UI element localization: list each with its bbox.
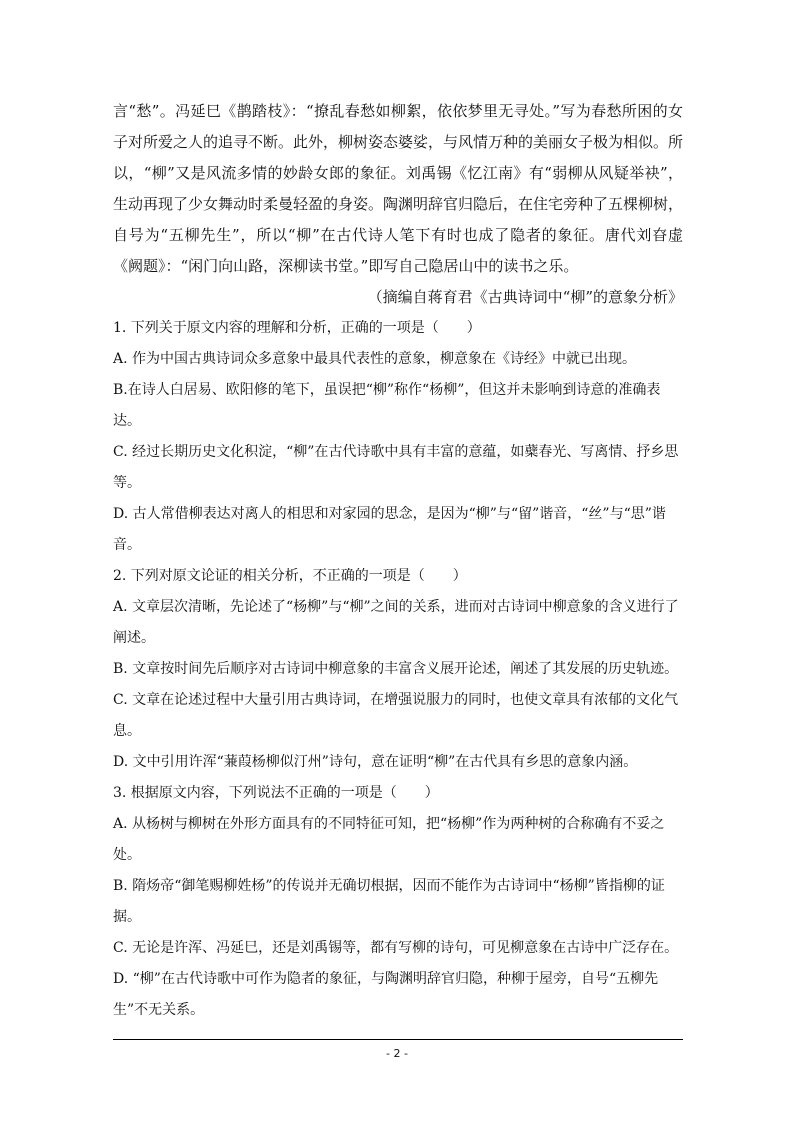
- question-stem: 2. 下列对原文论证的相关分析，不正确的一项是（ ）: [113, 568, 467, 584]
- footer-rule: [113, 1039, 683, 1040]
- option-a: A. 作为中国古典诗词众多意象中最具代表性的意象，柳意象在《诗经》中就已出现。: [113, 351, 637, 367]
- option-a: A. 从杨树与柳树在外形方面具有的不同特征可知，把“杨柳”作为两种树的合称确有不妥之处。: [113, 816, 665, 863]
- question-stem: 3. 根据原文内容，下列说法不正确的一项是（ ）: [113, 785, 439, 801]
- question-stem: 1. 下列关于原文内容的理解和分析，正确的一项是（ ）: [113, 320, 481, 336]
- passage-paragraph: 言“愁”。冯延巳《鹊踏枝》：“撩乱春愁如柳絮，依依梦里无寻处。”写为春愁所困的女子对所爱之人的追寻不断。此外，柳树姿态婆娑，与风情万种的美丽女子极为相似。所以，“柳”又是风流多情的妙龄女郎的象征。刘禹锡《忆江南》有“弱柳从风疑举袂”，生动再现了少女舞动时柔曼轻盈的身姿。陶渊明辞官归隐后，在住宅旁种了五棵柳树，自号为“五柳先生”，所以“柳”在古代诗人笔下有时也成了隐者的象征。唐代刘昚虚《阙题》：“闲门向山路，深柳读书堂。”即写自己隐居山中的读书之乐。: [113, 102, 684, 275]
- option-b: B. 文章按时间先后顺序对古诗词中柳意象的丰富含义展开论述，阐述了其发展的历史轨迹。: [113, 661, 679, 677]
- question-1: [113, 313, 683, 561]
- passage-source: （摘编自蒋育君《古典诗词中“柳”的意象分析》: [367, 288, 683, 306]
- option-a: A. 文章层次清晰，先论述了“杨柳”与“柳”之间的关系，进而对古诗词中柳意象的含义进行了阐述。: [113, 599, 679, 646]
- option-d: D. 古人常借柳表达对离人的相思和对家园的思念，是因为“柳”与“留”谐音，“丝”与“思”谐音。: [113, 506, 666, 553]
- option-b: B.在诗人白居易、欧阳修的笔下，虽误把“柳”称作“杨柳”，但这并未影响到诗意的准确表达。: [113, 382, 661, 429]
- option-b: B. 隋炀帝“御笔赐柳姓杨”的传说并无确切根据，因而不能作为古诗词中“杨柳”皆指柳的证据。: [113, 878, 665, 925]
- option-c: C. 文章在论述过程中大量引用古典诗词，在增强说服力的同时，也使文章具有浓郁的文化气息。: [113, 692, 679, 739]
- option-c: C. 经过长期历史文化积淀，“柳”在古代诗歌中具有丰富的意蕴，如蘗春光、写离情、抒乡思等。: [113, 444, 679, 491]
- question-2: [113, 561, 683, 778]
- page-number: - 2 -: [386, 1047, 408, 1060]
- question-3: [113, 778, 683, 1026]
- option-c: C. 无论是许浑、冯延巳，还是刘禹锡等，都有写柳的诗句，可见柳意象在古诗中广泛存在。: [113, 940, 679, 956]
- page-content: [113, 96, 683, 1026]
- option-d: D. 文中引用许浑“蒹葭杨柳似汀州”诗句，意在证明“柳”在古代具有乡思的意象内涵。: [113, 754, 638, 770]
- option-d: D. “柳”在古代诗歌中可作为隐者的象征，与陶渊明辞官归隐，种柳于屋旁，自号“五柳先生”不无关系。: [113, 971, 659, 1018]
